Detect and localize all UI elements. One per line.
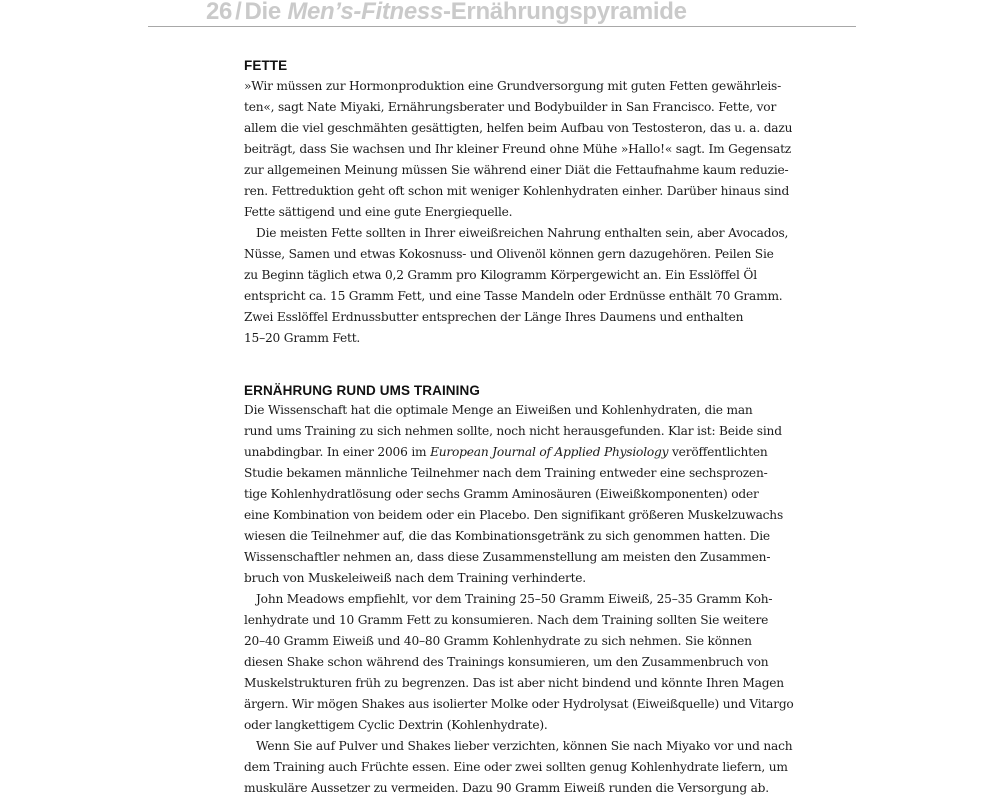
article-body	[244, 58, 794, 799]
header-title-post: -Ernährungspyramide	[443, 0, 687, 25]
page-header	[148, 0, 856, 27]
text-line: Zwei Esslöffel Erdnussbutter entsprechen der Länge Ihres Daumens und enthalten	[244, 310, 744, 324]
section-heading-training: ERNÄHRUNG RUND UMS TRAINING	[244, 383, 480, 398]
text-line: »Wir müssen zur Hormonproduktion eine Grundversorgung mit guten Fetten gewährleis-	[244, 79, 782, 93]
text-line: zu Beginn täglich etwa 0,2 Gramm pro Kilogramm Körpergewicht an. Ein Esslöffel Öl	[244, 268, 757, 282]
text-line: oder langkettigem Cyclic Dextrin (Kohlenhydrate).	[244, 718, 548, 732]
paragraph	[244, 223, 789, 349]
text-line: tige Kohlenhydratlösung oder sechs Gramm Aminosäuren (Eiweißkomponenten) oder	[244, 487, 759, 501]
text-line: diesen Shake schon während des Trainings konsumieren, um den Zusammenbruch von	[244, 655, 769, 669]
text-line: bruch von Muskeleiweiß nach dem Training verhinderte.	[244, 571, 586, 585]
section-heading-fette: FETTE	[244, 58, 288, 73]
text-line: eine Kombination von beidem oder ein Placebo. Den signifikant größeren Muskelzuwachs	[244, 508, 783, 522]
text-line: ren. Fettreduktion geht oft schon mit weniger Kohlenhydraten einher. Darüber hinaus sind	[244, 184, 790, 198]
text-line: ärgern. Wir mögen Shakes aus isolierter Molke oder Hydrolysat (Eiweißquelle) und Vitargo	[244, 697, 794, 711]
paragraph	[244, 400, 784, 589]
text-line: Muskelstrukturen früh zu begrenzen. Das ist aber nicht bindend und könnte Ihren Magen	[244, 676, 784, 690]
text-segment: unabdingbar. In einer 2006 im	[244, 445, 431, 459]
page-number: 26	[206, 0, 233, 25]
text-line: John Meadows empfiehlt, vor dem Training 25–50 Gramm Eiweiß, 25–35 Gramm Koh-	[256, 592, 773, 606]
text-line: beiträgt, dass Sie wachsen und Ihr kleiner Freund ohne Mühe »Hallo!« sagt. Im Gegensatz	[244, 142, 792, 156]
text-line: zur allgemeinen Meinung müssen Sie während einer Diät die Fettaufnahme kaum reduzie-	[244, 163, 789, 177]
journal-title: European Journal of Applied Physiology	[430, 445, 669, 459]
text-line: Fette sättigend und eine gute Energiequelle.	[244, 205, 513, 219]
text-line: wiesen die Teilnehmer auf, die das Kombinationsgetränk zu sich genommen hatten. Die	[244, 529, 770, 543]
text-line: entspricht ca. 15 Gramm Fett, und eine Tasse Mandeln oder Erdnüsse enthält 70 Gramm.	[244, 289, 783, 303]
header-title-italic: Men’s-Fitness	[287, 0, 444, 25]
text-line	[244, 442, 784, 463]
text-line: ten«, sagt Nate Miyaki, Ernährungsberater und Bodybuilder in San Francisco. Fette, vor	[244, 100, 777, 114]
running-head	[206, 0, 687, 26]
text-line: Wenn Sie auf Pulver und Shakes lieber verzichten, können Sie nach Miyako vor und nach	[256, 739, 793, 753]
text-line: Studie bekamen männliche Teilnehmer nach dem Training entweder eine sechsprozen-	[244, 466, 768, 480]
text-line: 20–40 Gramm Eiweiß und 40–80 Gramm Kohlenhydrate zu sich nehmen. Sie können	[244, 634, 752, 648]
text-line: lenhydrate und 10 Gramm Fett zu konsumieren. Nach dem Training sollten Sie weitere	[244, 613, 769, 627]
paragraph	[244, 589, 794, 736]
text-line: Die Wissenschaft hat die optimale Menge an Eiweißen und Kohlenhydraten, die man	[244, 403, 753, 417]
text-line: dem Training auch Früchte essen. Eine oder zwei sollten genug Kohlenhydrate liefern, um	[244, 760, 788, 774]
text-line: muskuläre Aussetzer zu vermeiden. Dazu 90 Gramm Eiweiß runden die Versorgung ab.	[244, 781, 769, 795]
header-title-pre: Die	[244, 0, 281, 25]
text-line: rund ums Training zu sich nehmen sollte, noch nicht herausgefunden. Klar ist: Beide sind	[244, 424, 782, 438]
text-line: Die meisten Fette sollten in Ihrer eiweißreichen Nahrung enthalten sein, aber Avocados,	[256, 226, 789, 240]
text-line: 15–20 Gramm Fett.	[244, 331, 361, 345]
header-separator: /	[235, 0, 242, 25]
text-line: Nüsse, Samen und etwas Kokosnuss- und Olivenöl können gern dazugehören. Peilen Sie	[244, 247, 774, 261]
text-segment: veröffentlichten	[668, 445, 768, 459]
paragraph	[244, 76, 793, 223]
text-line: allem die viel geschmähten gesättigten, helfen beim Aufbau von Testosteron, das u. a. dazu	[244, 121, 793, 135]
text-line: Wissenschaftler nehmen an, dass diese Zusammenstellung am meisten den Zusammen-	[244, 550, 771, 564]
paragraph	[244, 736, 793, 799]
